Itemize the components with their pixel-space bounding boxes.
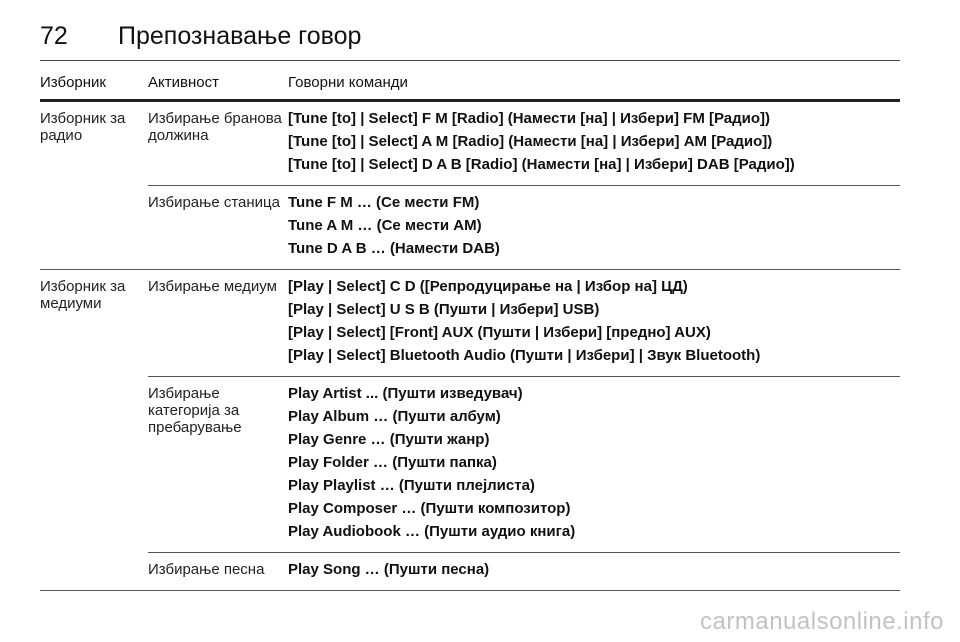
table-row (40, 186, 900, 270)
command-line: [Tune [to] | Select] F M [Radio] (Намести [на] | Избери] FM [Радио]) (288, 110, 771, 127)
command-line: Tune D A B … (Намести DAB) (288, 240, 500, 257)
command-line: [Tune [to] | Select] D A B [Radio] (Намести [на] | Избери] DAB [Радио]) (288, 156, 795, 173)
table-row (40, 101, 900, 186)
command-line: [Tune [to] | Select] A M [Radio] (Намести [на] | Избери] AM [Радио]) (288, 133, 773, 150)
command-line: [Play | Select] U S B (Пушти | Избери] USB) (288, 301, 600, 318)
command-line: Play Composer … (Пушти композитор) (288, 500, 571, 517)
column-header-activity: Активност (148, 74, 288, 101)
row-commands (288, 377, 900, 553)
command-line: [Play | Select] [Front] AUX (Пушти | Избери] [предно] AUX) (288, 324, 711, 341)
page-header (40, 16, 361, 56)
command-line: Tune F M … (Се мести FM) (288, 194, 480, 211)
page-title: Препознавање говор (118, 21, 362, 50)
column-header-commands: Говорни команди (288, 74, 900, 101)
row-activity: Избирање бранова должина (148, 101, 288, 186)
column-header-menu: Изборник (40, 74, 148, 101)
command-line: Play Genre … (Пушти жанр) (288, 431, 490, 448)
command-line: Tune A M … (Се мести AM) (288, 217, 482, 234)
row-commands (288, 553, 900, 591)
table-row (40, 377, 900, 553)
row-activity: Избирање песна (148, 553, 288, 591)
row-commands (288, 186, 900, 270)
row-category: Изборник за радио (40, 110, 126, 144)
row-activity: Избирање категорија за пребарување (148, 377, 288, 553)
table-header-row (40, 74, 900, 101)
row-commands (288, 101, 900, 186)
command-line: Play Song … (Пушти песна) (288, 561, 490, 578)
command-line: [Play | Select] C D ([Репродуцирање на | Избор на] ЦД) (288, 278, 688, 295)
page-number: 72 (40, 21, 68, 50)
row-category (40, 377, 148, 553)
command-line: Play Folder … (Пушти папка) (288, 454, 497, 471)
table-row (40, 270, 900, 377)
watermark: carmanualsonline.info (700, 608, 944, 635)
row-category (40, 186, 148, 270)
row-activity: Избирање медиум (148, 270, 288, 377)
command-line: Play Playlist … (Пушти плејлиста) (288, 477, 535, 494)
header-divider (40, 60, 900, 61)
command-line: Play Audiobook … (Пушти аудио книга) (288, 523, 576, 540)
table-row (40, 553, 900, 591)
row-category: Изборник за медиуми (40, 278, 126, 312)
row-category (40, 553, 148, 591)
row-commands (288, 270, 900, 377)
command-line: Play Artist ... (Пушти изведувач) (288, 385, 523, 402)
command-line: [Play | Select] Bluetooth Audio (Пушти | Избери] | Звук Bluetooth) (288, 347, 761, 364)
command-line: Play Album … (Пушти албум) (288, 408, 501, 425)
row-activity: Избирање станица (148, 186, 288, 270)
voice-commands-table (40, 74, 900, 591)
